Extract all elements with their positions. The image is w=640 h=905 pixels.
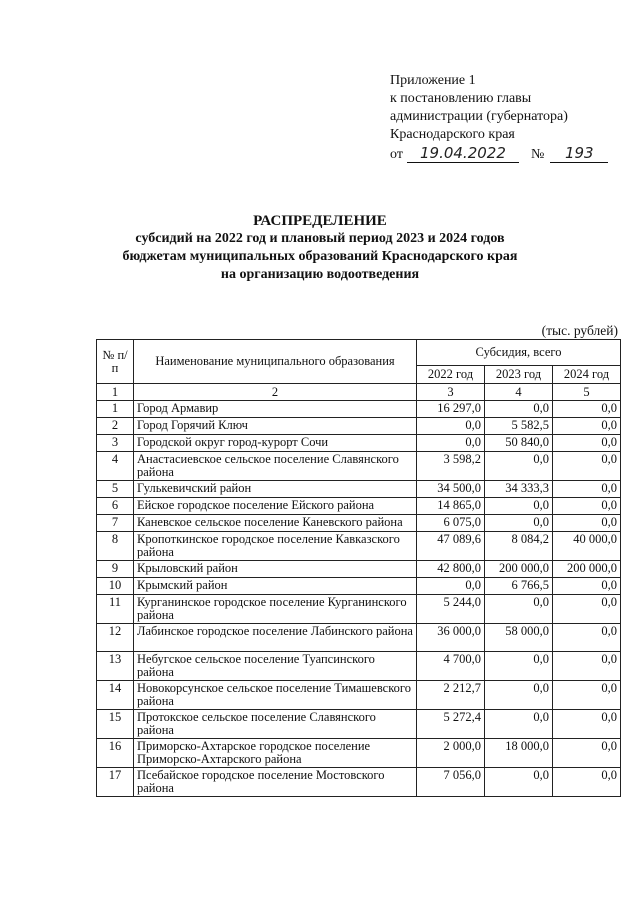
subsidy-2024: 0,0: [553, 401, 621, 418]
title-heading: РАСПРЕДЕЛЕНИЕ: [253, 213, 387, 229]
subsidy-2022: 6 075,0: [417, 515, 485, 532]
index-cell: 1: [97, 384, 134, 401]
index-cell: 3: [417, 384, 485, 401]
row-number: 7: [97, 515, 134, 532]
header-num: № п/п: [97, 340, 134, 384]
table-row: [97, 595, 621, 624]
index-cell: 5: [553, 384, 621, 401]
subsidy-2023: 0,0: [485, 401, 553, 418]
subsidy-2024: 0,0: [553, 418, 621, 435]
subsidy-2023: 34 333,3: [485, 481, 553, 498]
from-label: от: [390, 147, 403, 162]
handwritten-number: 193: [550, 144, 608, 163]
subsidy-2022: 34 500,0: [417, 481, 485, 498]
appendix-line-1: Приложение 1: [390, 73, 476, 88]
municipality-name: Крымский район: [134, 578, 417, 595]
municipality-name: Курганинское городское поселение Курганинского района: [134, 595, 417, 624]
row-number: 13: [97, 652, 134, 681]
header-subsidy: Субсидия, всего: [417, 340, 621, 366]
subsidy-2024: 0,0: [553, 515, 621, 532]
subsidy-2023: 0,0: [485, 768, 553, 797]
subsidy-2023: 0,0: [485, 498, 553, 515]
subsidy-2022: 14 865,0: [417, 498, 485, 515]
row-number: 10: [97, 578, 134, 595]
row-number: 1: [97, 401, 134, 418]
row-number: 9: [97, 561, 134, 578]
table-row: [97, 452, 621, 481]
municipality-name: Ейское городское поселение Ейского района: [134, 498, 417, 515]
subsidy-2022: 42 800,0: [417, 561, 485, 578]
subsidy-2022: 5 244,0: [417, 595, 485, 624]
table-row: [97, 481, 621, 498]
header-2024: 2024 год: [553, 366, 621, 384]
municipality-name: Новокорсунское сельское поселение Тимашевского района: [134, 681, 417, 710]
subsidy-2023: 0,0: [485, 452, 553, 481]
subsidy-2024: 0,0: [553, 481, 621, 498]
index-cell: 4: [485, 384, 553, 401]
table-row: [97, 435, 621, 452]
subsidy-table: [96, 339, 621, 797]
table-row: [97, 401, 621, 418]
subsidy-2022: 7 056,0: [417, 768, 485, 797]
title-line-4: на организацию водоотведения: [220, 267, 420, 282]
subsidy-2024: 0,0: [553, 768, 621, 797]
subsidy-2022: 0,0: [417, 578, 485, 595]
appendix-signature-line: [390, 144, 608, 164]
header-2022: 2022 год: [417, 366, 485, 384]
appendix-line-4: Краснодарского края: [390, 127, 515, 142]
row-number: 6: [97, 498, 134, 515]
subsidy-2023: 0,0: [485, 652, 553, 681]
table-row: [97, 652, 621, 681]
subsidy-2024: 0,0: [553, 681, 621, 710]
subsidy-2022: 2 000,0: [417, 739, 485, 768]
subsidy-2023: 0,0: [485, 710, 553, 739]
index-cell: 2: [134, 384, 417, 401]
row-number: 3: [97, 435, 134, 452]
subsidy-2024: 0,0: [553, 435, 621, 452]
subsidy-2023: 50 840,0: [485, 435, 553, 452]
table-row: [97, 624, 621, 652]
row-number: 5: [97, 481, 134, 498]
subsidy-2024: 40 000,0: [553, 532, 621, 561]
row-number: 14: [97, 681, 134, 710]
subsidy-2024: 0,0: [553, 710, 621, 739]
title-line-3: бюджетам муниципальных образований Краснодарского края: [122, 249, 518, 264]
municipality-name: Город Горячий Ключ: [134, 418, 417, 435]
subsidy-2024: 0,0: [553, 578, 621, 595]
subsidy-2024: 0,0: [553, 498, 621, 515]
municipality-name: Небугское сельское поселение Туапсинского района: [134, 652, 417, 681]
subsidy-2022: 5 272,4: [417, 710, 485, 739]
municipality-name: Крыловский район: [134, 561, 417, 578]
table-row: [97, 561, 621, 578]
subsidy-2023: 5 582,5: [485, 418, 553, 435]
subsidy-2022: 16 297,0: [417, 401, 485, 418]
title-line-2: субсидий на 2022 год и плановый период 2023 и 2024 годов: [135, 231, 505, 246]
municipality-name: Кропоткинское городское поселение Кавказского района: [134, 532, 417, 561]
subsidy-2022: 2 212,7: [417, 681, 485, 710]
municipality-name: Псебайское городское поселение Мостовского района: [134, 768, 417, 797]
appendix-line-3: администрации (губернатора): [390, 109, 568, 124]
table-row: [97, 710, 621, 739]
row-number: 16: [97, 739, 134, 768]
municipality-name: Лабинское городское поселение Лабинского района: [134, 624, 417, 652]
municipality-name: Анастасиевское сельское поселение Славянского района: [134, 452, 417, 481]
row-number: 11: [97, 595, 134, 624]
subsidy-2024: 0,0: [553, 595, 621, 624]
municipality-name: Гулькевичский район: [134, 481, 417, 498]
table-row: [97, 532, 621, 561]
row-number: 17: [97, 768, 134, 797]
table-row: [97, 681, 621, 710]
subsidy-2023: 18 000,0: [485, 739, 553, 768]
number-label: №: [530, 147, 545, 162]
row-number: 8: [97, 532, 134, 561]
handwritten-date: 19.04.2022: [407, 144, 519, 163]
table-row: [97, 498, 621, 515]
subsidy-2023: 58 000,0: [485, 624, 553, 652]
subsidy-2024: 0,0: [553, 452, 621, 481]
row-number: 12: [97, 624, 134, 652]
subsidy-2023: 6 766,5: [485, 578, 553, 595]
subsidy-2023: 0,0: [485, 681, 553, 710]
row-number: 4: [97, 452, 134, 481]
subsidy-2024: 0,0: [553, 624, 621, 652]
subsidy-2022: 47 089,6: [417, 532, 485, 561]
municipality-name: Каневское сельское поселение Каневского района: [134, 515, 417, 532]
row-number: 15: [97, 710, 134, 739]
municipality-name: Город Армавир: [134, 401, 417, 418]
subsidy-2022: 36 000,0: [417, 624, 485, 652]
row-number: 2: [97, 418, 134, 435]
subsidy-2023: 0,0: [485, 595, 553, 624]
document-title: [0, 212, 640, 284]
table-row: [97, 418, 621, 435]
municipality-name: Приморско-Ахтарское городское поселение Приморско-Ахтарского района: [134, 739, 417, 768]
table-row: [97, 578, 621, 595]
column-index-row: [97, 384, 621, 401]
subsidy-2023: 200 000,0: [485, 561, 553, 578]
table-row: [97, 768, 621, 797]
subsidy-2024: 200 000,0: [553, 561, 621, 578]
subsidy-2024: 0,0: [553, 652, 621, 681]
subsidy-2022: 0,0: [417, 418, 485, 435]
municipality-name: Протокское сельское поселение Славянского района: [134, 710, 417, 739]
subsidy-2023: 8 084,2: [485, 532, 553, 561]
subsidy-2022: 4 700,0: [417, 652, 485, 681]
table-row: [97, 739, 621, 768]
header-name: Наименование муниципального образования: [134, 340, 417, 384]
subsidy-2022: 0,0: [417, 435, 485, 452]
header-2023: 2023 год: [485, 366, 553, 384]
subsidy-2022: 3 598,2: [417, 452, 485, 481]
appendix-line-2: к постановлению главы: [390, 91, 532, 106]
table-row: [97, 515, 621, 532]
subsidy-2024: 0,0: [553, 739, 621, 768]
municipality-name: Городской округ город-курорт Сочи: [134, 435, 417, 452]
subsidy-2023: 0,0: [485, 515, 553, 532]
appendix-block: [390, 72, 608, 164]
units-label: (тыс. рублей): [541, 323, 618, 338]
